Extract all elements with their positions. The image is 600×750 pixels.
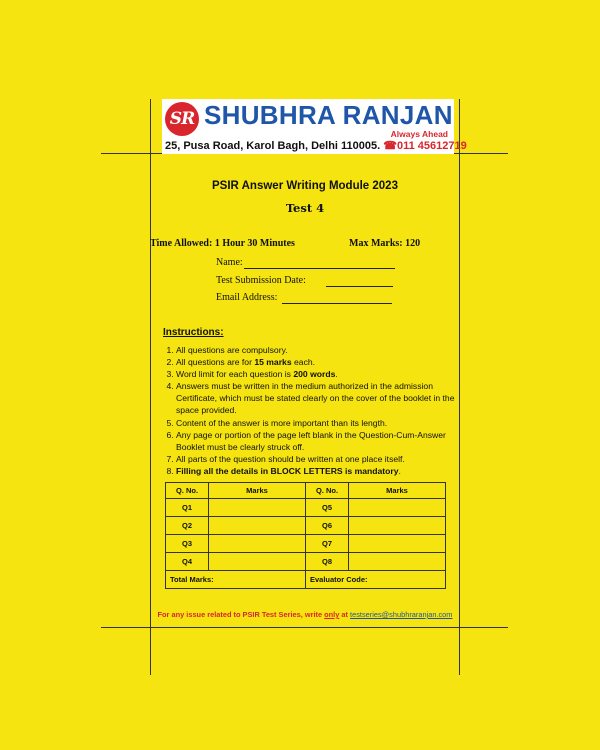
table-total-row bbox=[166, 571, 446, 589]
question-cell: Q8 bbox=[306, 553, 349, 571]
table-row bbox=[166, 499, 446, 517]
table-row bbox=[166, 535, 446, 553]
address-line bbox=[165, 139, 467, 152]
name-field[interactable] bbox=[216, 257, 243, 268]
table-header-row bbox=[166, 483, 446, 499]
name-blank-line bbox=[244, 268, 395, 269]
instruction-item: 4. Answers must be written in the medium authorized in the admission Certificate, which must be stated clearly on the cover of the booklet in the space provided. bbox=[176, 380, 468, 416]
email-label: Email Address: bbox=[216, 292, 278, 303]
email-blank-line bbox=[282, 303, 392, 304]
name-label: Name: bbox=[216, 257, 243, 268]
col-header-marks: Marks bbox=[349, 483, 446, 499]
test-title: Test 4 bbox=[285, 201, 325, 215]
col-header-marks: Marks bbox=[209, 483, 306, 499]
question-cell: Q7 bbox=[306, 535, 349, 553]
footer-note bbox=[150, 610, 460, 619]
question-cell: Q6 bbox=[306, 517, 349, 535]
question-cell: Q1 bbox=[166, 499, 209, 517]
question-cell: Q4 bbox=[166, 553, 209, 571]
question-cell: Q2 bbox=[166, 517, 209, 535]
time-allowed: Time Allowed: 1 Hour 30 Minutes bbox=[150, 238, 295, 249]
max-marks: Max Marks: 120 bbox=[349, 238, 421, 249]
brand-name: SHUBHRA RANJAN bbox=[204, 100, 453, 130]
question-cell: Q3 bbox=[166, 535, 209, 553]
instructions-heading: Instructions: bbox=[163, 327, 224, 338]
marks-cell[interactable] bbox=[349, 535, 446, 553]
brand-tagline: Always Ahead bbox=[390, 129, 448, 139]
marks-cell[interactable] bbox=[349, 499, 446, 517]
marks-cell[interactable] bbox=[349, 517, 446, 535]
module-title: PSIR Answer Writing Module 2023 bbox=[212, 180, 398, 192]
footer-emphasis: only bbox=[324, 610, 340, 619]
submission-date-label: Test Submission Date: bbox=[216, 275, 306, 286]
instruction-item: 3. Word limit for each question is 200 words. bbox=[176, 368, 468, 380]
instruction-item: 2. All questions are for 15 marks each. bbox=[176, 356, 468, 368]
marks-cell[interactable] bbox=[209, 517, 306, 535]
instructions-list bbox=[163, 344, 468, 477]
header-banner bbox=[162, 99, 467, 154]
question-cell: Q5 bbox=[306, 499, 349, 517]
footer-text-mid: at bbox=[339, 610, 351, 619]
email-field[interactable] bbox=[216, 292, 277, 303]
total-marks-cell[interactable]: Total Marks: bbox=[166, 571, 306, 589]
table-row bbox=[166, 517, 446, 535]
phone-number: ☎011 45612719 bbox=[383, 140, 467, 152]
marks-table bbox=[165, 482, 446, 589]
brand-logo: SR bbox=[165, 102, 199, 136]
instruction-item: 6. Any page or portion of the page left blank in the Question-Cum-Answer Booklet must be clearly struck off. bbox=[176, 429, 468, 453]
col-header-qno: Q. No. bbox=[166, 483, 209, 499]
instruction-item: 5. Content of the answer is more important than its length. bbox=[176, 417, 468, 429]
marks-cell[interactable] bbox=[209, 499, 306, 517]
support-email-link[interactable]: testseries@shubhraranjan.com bbox=[350, 610, 453, 619]
marks-cell[interactable] bbox=[349, 553, 446, 571]
footer-text: For any issue related to PSIR Test Series, write bbox=[157, 610, 325, 619]
address-text: 25, Pusa Road, Karol Bagh, Delhi 110005. bbox=[165, 140, 381, 152]
submission-date-field[interactable] bbox=[216, 275, 306, 286]
marks-cell[interactable] bbox=[209, 535, 306, 553]
submission-date-blank-line bbox=[326, 286, 393, 287]
instruction-item: 1. All questions are compulsory. bbox=[176, 344, 468, 356]
instruction-item: 7. All parts of the question should be written at one place itself. bbox=[176, 453, 468, 465]
col-header-qno: Q. No. bbox=[306, 483, 349, 499]
guide-line-bottom bbox=[101, 627, 508, 628]
marks-cell[interactable] bbox=[209, 553, 306, 571]
table-row bbox=[166, 553, 446, 571]
instruction-item: 8. Filling all the details in BLOCK LETTERS is mandatory. bbox=[176, 465, 468, 477]
evaluator-code-cell[interactable]: Evaluator Code: bbox=[306, 571, 446, 589]
